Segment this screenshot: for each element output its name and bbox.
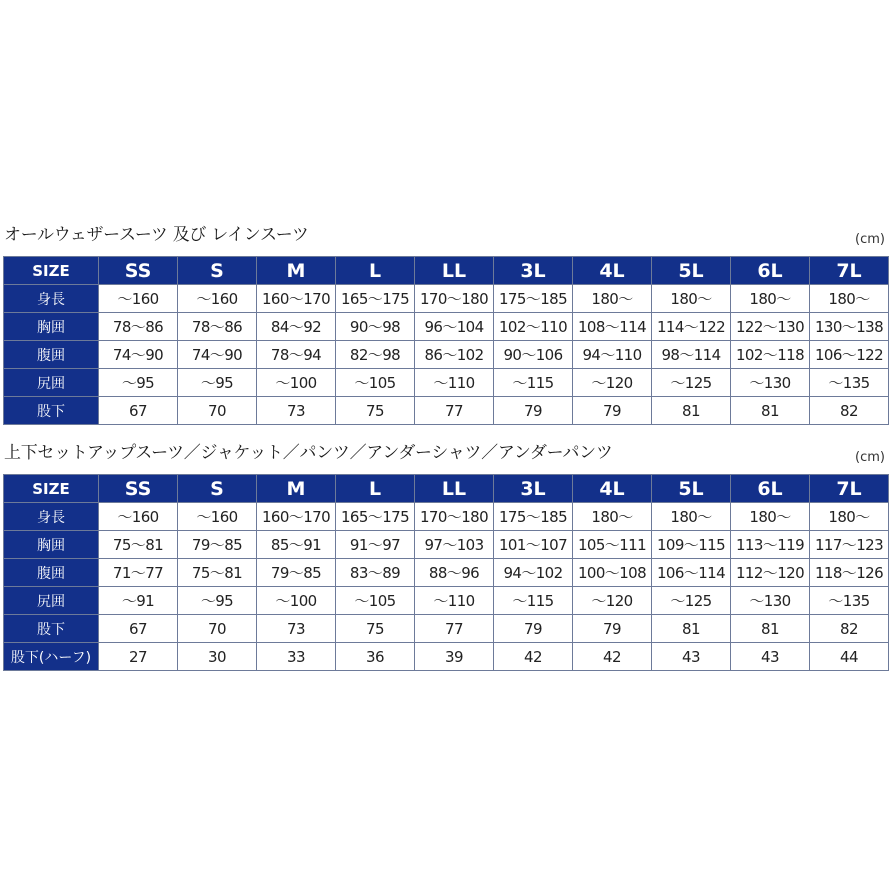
size-column-header: 6L — [731, 257, 810, 285]
table-cell: 〜160 — [99, 285, 178, 313]
table-cell: 160〜170 — [257, 285, 336, 313]
table-cell: 〜160 — [99, 503, 178, 531]
table-cell: 97〜103 — [415, 531, 494, 559]
table-cell: 67 — [99, 397, 178, 425]
size-column-header: L — [336, 475, 415, 503]
table-cell: 79〜85 — [257, 559, 336, 587]
size-column-header: 4L — [573, 475, 652, 503]
table-cell: 83〜89 — [336, 559, 415, 587]
table-cell: 79〜85 — [178, 531, 257, 559]
size-label: SIZE — [4, 475, 99, 503]
size-column-header: S — [178, 257, 257, 285]
table-row — [4, 587, 889, 615]
table-cell: 84〜92 — [257, 313, 336, 341]
table-row — [4, 531, 889, 559]
table-cell: 〜135 — [810, 369, 889, 397]
table-cell: 180〜 — [573, 285, 652, 313]
table-cell: 74〜90 — [178, 341, 257, 369]
table-cell: 175〜185 — [494, 285, 573, 313]
table-cell: 〜105 — [336, 587, 415, 615]
table-cell: 79 — [573, 397, 652, 425]
table-cell: 〜100 — [257, 369, 336, 397]
table-cell: 〜160 — [178, 503, 257, 531]
table-row — [4, 559, 889, 587]
size-column-header: SS — [99, 475, 178, 503]
size-column-header: 4L — [573, 257, 652, 285]
size-header-row — [4, 257, 889, 285]
table-cell: 79 — [494, 397, 573, 425]
row-label: 股下 — [4, 615, 99, 643]
table-cell: 112〜120 — [731, 559, 810, 587]
row-label: 胸囲 — [4, 531, 99, 559]
table-cell: 42 — [573, 643, 652, 671]
table-cell: 〜125 — [652, 369, 731, 397]
table-cell: 67 — [99, 615, 178, 643]
unit-label: (cm) — [855, 232, 885, 247]
table-cell: 180〜 — [573, 503, 652, 531]
table-cell: 90〜98 — [336, 313, 415, 341]
table-cell: 77 — [415, 615, 494, 643]
table-cell: 85〜91 — [257, 531, 336, 559]
table-cell: 102〜110 — [494, 313, 573, 341]
table-cell: 〜135 — [810, 587, 889, 615]
table-cell: 118〜126 — [810, 559, 889, 587]
table-cell: 78〜94 — [257, 341, 336, 369]
table-cell: 91〜97 — [336, 531, 415, 559]
table-cell: 〜120 — [573, 587, 652, 615]
table-cell: 〜110 — [415, 587, 494, 615]
row-label: 腹囲 — [4, 559, 99, 587]
table-cell: 〜100 — [257, 587, 336, 615]
table-cell: 105〜111 — [573, 531, 652, 559]
table-cell: 86〜102 — [415, 341, 494, 369]
table-cell: 73 — [257, 615, 336, 643]
table-cell: 〜95 — [178, 369, 257, 397]
size-column-header: 3L — [494, 257, 573, 285]
size-column-header: 5L — [652, 257, 731, 285]
size-column-header: S — [178, 475, 257, 503]
table-cell: 79 — [573, 615, 652, 643]
table-cell: 165〜175 — [336, 503, 415, 531]
table-cell: 30 — [178, 643, 257, 671]
table-cell: 81 — [731, 615, 810, 643]
unit-label: (cm) — [855, 450, 885, 465]
table-row — [4, 397, 889, 425]
table-cell: 44 — [810, 643, 889, 671]
table-cell: 109〜115 — [652, 531, 731, 559]
table-cell: 98〜114 — [652, 341, 731, 369]
table-cell: 43 — [731, 643, 810, 671]
table-cell: 94〜110 — [573, 341, 652, 369]
size-column-header: M — [257, 475, 336, 503]
size-header-row — [4, 475, 889, 503]
table-cell: 108〜114 — [573, 313, 652, 341]
table-cell: 78〜86 — [178, 313, 257, 341]
size-column-header: LL — [415, 257, 494, 285]
table-cell: 180〜 — [731, 285, 810, 313]
table-row — [4, 313, 889, 341]
table-cell: 160〜170 — [257, 503, 336, 531]
table-cell: 78〜86 — [99, 313, 178, 341]
table-cell: 170〜180 — [415, 503, 494, 531]
table-cell: 〜95 — [99, 369, 178, 397]
row-label: 尻囲 — [4, 587, 99, 615]
table-cell: 75 — [336, 615, 415, 643]
table-cell: 117〜123 — [810, 531, 889, 559]
table-cell: 73 — [257, 397, 336, 425]
table-cell: 101〜107 — [494, 531, 573, 559]
size-column-header: 7L — [810, 257, 889, 285]
row-label: 股下 — [4, 397, 99, 425]
table-cell: 170〜180 — [415, 285, 494, 313]
size-column-header: SS — [99, 257, 178, 285]
table-cell: 〜105 — [336, 369, 415, 397]
table-cell: 71〜77 — [99, 559, 178, 587]
section-title: オールウェザースーツ 及び レインスーツ — [4, 225, 309, 245]
table-cell: 〜130 — [731, 587, 810, 615]
size-column-header: M — [257, 257, 336, 285]
row-label: 尻囲 — [4, 369, 99, 397]
table-cell: 〜115 — [494, 587, 573, 615]
size-table — [3, 256, 889, 425]
table-cell: 75 — [336, 397, 415, 425]
size-column-header: L — [336, 257, 415, 285]
table-cell: 70 — [178, 615, 257, 643]
table-cell: 175〜185 — [494, 503, 573, 531]
table-cell: 81 — [652, 397, 731, 425]
table-cell: 〜125 — [652, 587, 731, 615]
table-cell: 〜110 — [415, 369, 494, 397]
table-row — [4, 341, 889, 369]
table-cell: 33 — [257, 643, 336, 671]
table-cell: 114〜122 — [652, 313, 731, 341]
table-cell: 82〜98 — [336, 341, 415, 369]
table-cell: 75〜81 — [99, 531, 178, 559]
size-column-header: 3L — [494, 475, 573, 503]
table-cell: 〜160 — [178, 285, 257, 313]
table-cell: 113〜119 — [731, 531, 810, 559]
table-cell: 90〜106 — [494, 341, 573, 369]
row-label: 腹囲 — [4, 341, 99, 369]
size-column-header: 6L — [731, 475, 810, 503]
table-cell: 81 — [652, 615, 731, 643]
table-cell: 180〜 — [810, 503, 889, 531]
table-cell: 27 — [99, 643, 178, 671]
table-cell: 180〜 — [731, 503, 810, 531]
table-cell: 88〜96 — [415, 559, 494, 587]
row-label: 身長 — [4, 285, 99, 313]
table-cell: 100〜108 — [573, 559, 652, 587]
table-cell: 180〜 — [810, 285, 889, 313]
table-cell: 130〜138 — [810, 313, 889, 341]
table-cell: 102〜118 — [731, 341, 810, 369]
table-cell: 106〜122 — [810, 341, 889, 369]
table-row — [4, 643, 889, 671]
table-cell: 82 — [810, 397, 889, 425]
table-cell: 180〜 — [652, 285, 731, 313]
table-cell: 106〜114 — [652, 559, 731, 587]
table-cell: 〜120 — [573, 369, 652, 397]
table-row — [4, 285, 889, 313]
table-cell: 81 — [731, 397, 810, 425]
size-table — [3, 474, 889, 671]
table-cell: 〜95 — [178, 587, 257, 615]
table-cell: 82 — [810, 615, 889, 643]
table-cell: 79 — [494, 615, 573, 643]
table-cell: 42 — [494, 643, 573, 671]
table-cell: 43 — [652, 643, 731, 671]
table-cell: 39 — [415, 643, 494, 671]
size-column-header: 7L — [810, 475, 889, 503]
table-cell: 〜130 — [731, 369, 810, 397]
table-cell: 96〜104 — [415, 313, 494, 341]
table-cell: 70 — [178, 397, 257, 425]
table-cell: 〜115 — [494, 369, 573, 397]
table-row — [4, 369, 889, 397]
table-cell: 77 — [415, 397, 494, 425]
table-row — [4, 615, 889, 643]
table-cell: 75〜81 — [178, 559, 257, 587]
size-column-header: LL — [415, 475, 494, 503]
table-cell: 94〜102 — [494, 559, 573, 587]
table-cell: 165〜175 — [336, 285, 415, 313]
table-cell: 36 — [336, 643, 415, 671]
row-label: 身長 — [4, 503, 99, 531]
table-cell: 〜91 — [99, 587, 178, 615]
section-title: 上下セットアップスーツ／ジャケット／パンツ／アンダーシャツ／アンダーパンツ — [4, 443, 613, 463]
row-label: 股下(ハーフ) — [4, 643, 99, 671]
table-cell: 74〜90 — [99, 341, 178, 369]
row-label: 胸囲 — [4, 313, 99, 341]
table-row — [4, 503, 889, 531]
size-column-header: 5L — [652, 475, 731, 503]
size-label: SIZE — [4, 257, 99, 285]
table-cell: 122〜130 — [731, 313, 810, 341]
table-cell: 180〜 — [652, 503, 731, 531]
